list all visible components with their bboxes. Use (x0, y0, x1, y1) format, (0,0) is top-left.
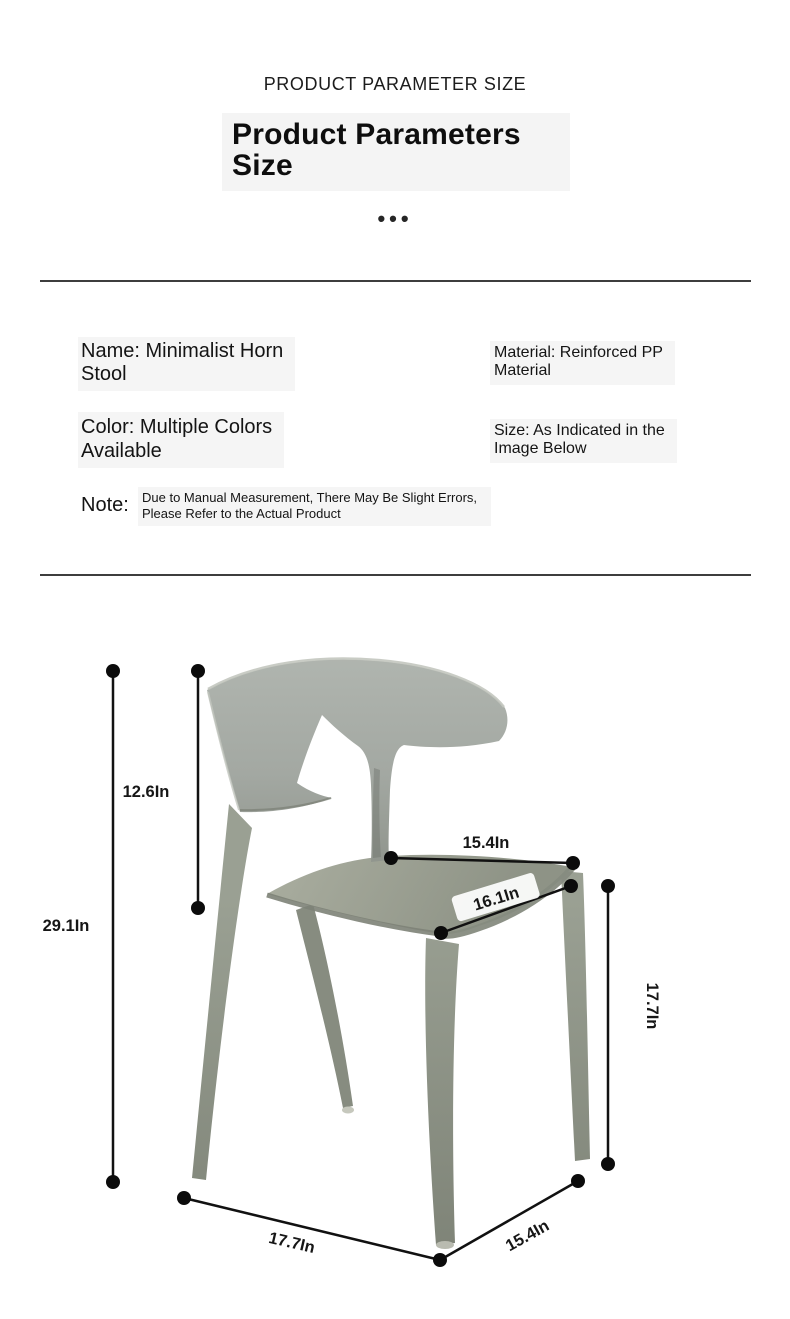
note-text (138, 487, 491, 526)
spec-name-line2: Stool (81, 363, 127, 385)
dimension-label-back-height: 12.6In (122, 783, 170, 801)
dimension-label-base-width: 17.7In (266, 1228, 317, 1258)
spec-size-line2: Image Below (494, 440, 587, 457)
dimension-label-seat-height: 17.7In (643, 982, 661, 1030)
divider-bottom (40, 574, 751, 576)
chair-front-right-foot-cap (436, 1241, 454, 1249)
spec-material (490, 341, 675, 385)
title-box (222, 113, 570, 191)
spec-color-line1: Color: Multiple Colors (81, 416, 273, 438)
dimension-dot (191, 901, 205, 915)
dimension-dot (177, 1191, 191, 1205)
chair-back-right-leg (561, 871, 590, 1161)
dimension-label-total-height: 29.1In (42, 917, 90, 935)
spec-material-line1: Material: Reinforced PP (494, 344, 663, 361)
page-title (222, 113, 570, 181)
dimension-lines (113, 671, 608, 1260)
dimension-dot (106, 664, 120, 678)
dimension-dot (601, 1157, 615, 1171)
note-label: Note: (81, 494, 129, 516)
spec-name-line1: Name: Minimalist Horn (81, 340, 284, 362)
chair-front-left-leg (192, 804, 252, 1180)
dimension-dot (384, 851, 398, 865)
chair-front-right-leg (425, 938, 459, 1245)
note-text-line1: Due to Manual Measurement, There May Be Slight Errors, (142, 490, 478, 505)
dimension-dot (106, 1175, 120, 1189)
chair-dimension-diagram (0, 578, 790, 1319)
dimension-label-base-depth: 15.4In (502, 1216, 553, 1256)
dimension-dot (571, 1174, 585, 1188)
chair-back-left-foot-cap (342, 1107, 354, 1114)
spec-size-line1: Size: As Indicated in the (494, 422, 665, 439)
dimension-label-seat-depth: 16.1In (471, 883, 522, 915)
spec-name (78, 337, 295, 391)
dimension-endpoint-dots (106, 664, 615, 1267)
chair-backrest (207, 660, 507, 862)
page-title-line1: Product Parameters (232, 118, 521, 151)
page-title-line2: Size (232, 149, 293, 182)
ellipsis-decoration: ••• (377, 206, 413, 231)
dimension-dot (434, 926, 448, 940)
chair-illustration (192, 659, 590, 1249)
chair-back-left-leg (296, 904, 353, 1108)
divider-top (40, 280, 751, 282)
dimension-dot (564, 879, 578, 893)
spec-color (78, 412, 284, 468)
eyebrow-heading: PRODUCT PARAMETER SIZE (263, 74, 527, 94)
spec-color-line2: Available (81, 440, 162, 462)
dimension-dot (601, 879, 615, 893)
spec-size (490, 419, 677, 463)
dimension-dot (566, 856, 580, 870)
dimension-dot (433, 1253, 447, 1267)
note-text-line2: Please Refer to the Actual Product (142, 506, 341, 521)
dimension-label-seat-top-width: 15.4In (462, 834, 510, 852)
spec-material-line2: Material (494, 362, 551, 379)
dimension-dot (191, 664, 205, 678)
